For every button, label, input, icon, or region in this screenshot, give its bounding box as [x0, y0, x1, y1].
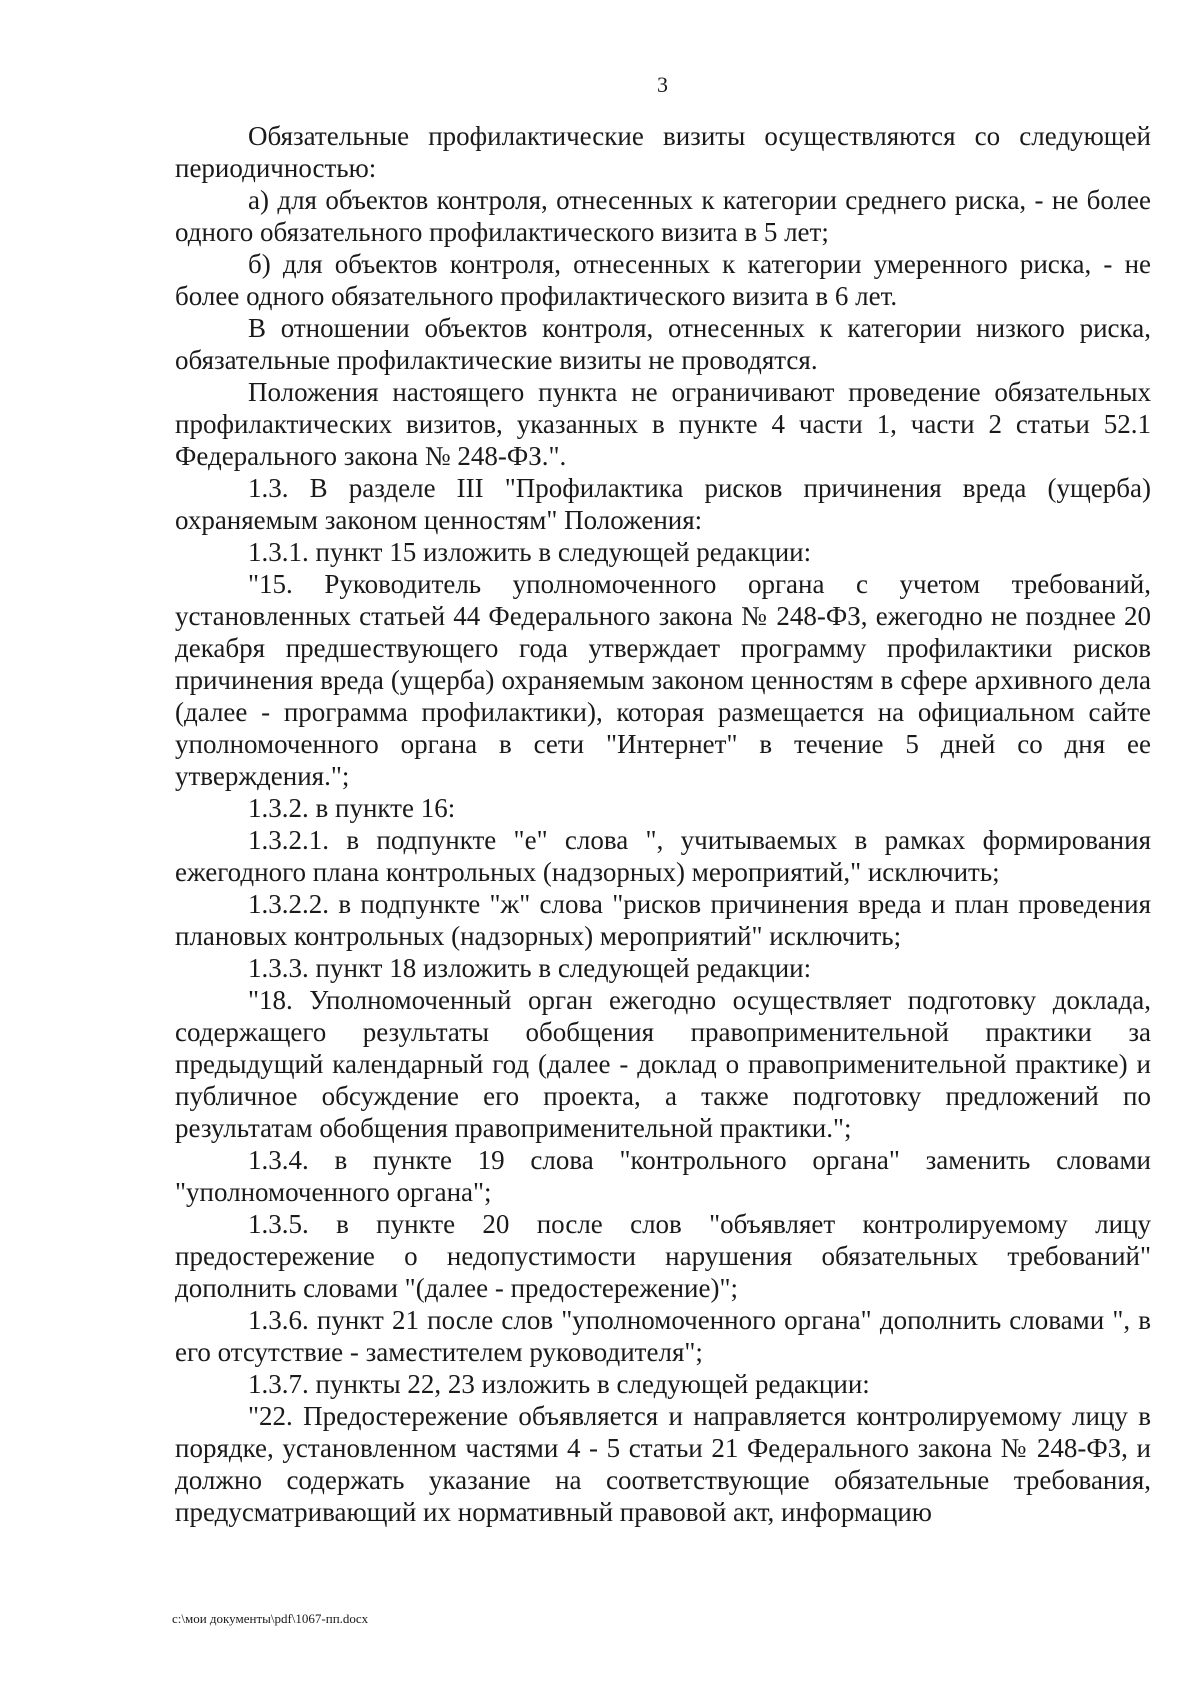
paragraph: "18. Уполномоченный орган ежегодно осуществляет подготовку доклада, содержащего результаты обобщения правоприменительной практики за предыдущий календарный год (далее - доклад о правоприменительной практике) и публичное обсуждение его проекта, а также подготовку предложений по результатам обобщения правоприменительной практики."; — [175, 985, 1151, 1143]
paragraph: 1.3.2.1. в подпункте "е" слова ", учитываемых в рамках формирования ежегодного плана контрольных (надзорных) мероприятий," исключить; — [175, 825, 1151, 887]
footer-file-path: c:\мои документы\pdf\1067-пп.docx — [172, 1611, 369, 1626]
page-number: 3 — [657, 72, 668, 97]
paragraph: 1.3.7. пункты 22, 23 изложить в следующей редакции: — [248, 1369, 870, 1399]
paragraph: б) для объектов контроля, отнесенных к категории умеренного риска, - не более одного обязательного профилактического визита в 6 лет. — [175, 249, 1151, 311]
paragraph: а) для объектов контроля, отнесенных к категории среднего риска, - не более одного обязательного профилактического визита в 5 лет; — [175, 185, 1151, 247]
paragraph: "22. Предостережение объявляется и направляется контролируемому лицу в порядке, установленном частями 4 - 5 статьи 21 Федерального закона № 248-ФЗ, и должно содержать указание на соответствующие обязательные требования, предусматривающий их нормативный правовой акт, информацию — [175, 1401, 1151, 1527]
paragraph: 1.3.2. в пункте 16: — [248, 793, 456, 823]
paragraph: 1.3. В разделе III "Профилактика рисков причинения вреда (ущерба) охраняемым законом ценностям" Положения: — [175, 473, 1151, 535]
paragraph: 1.3.5. в пункте 20 после слов "объявляет контролируемому лицу предостережение о недопустимости нарушения обязательных требований" дополнить словами "(далее - предостережение)"; — [175, 1209, 1151, 1303]
paragraph: 1.3.1. пункт 15 изложить в следующей редакции: — [248, 537, 812, 567]
paragraph: 1.3.4. в пункте 19 слова "контрольного органа" заменить словами "уполномоченного органа"; — [175, 1145, 1151, 1207]
paragraph: 1.3.3. пункт 18 изложить в следующей редакции: — [248, 953, 812, 983]
paragraph: 1.3.2.2. в подпункте "ж" слова "рисков причинения вреда и план проведения плановых контрольных (надзорных) мероприятий" исключить; — [175, 889, 1151, 951]
paragraph: Обязательные профилактические визиты осуществляются со следующей периодичностью: — [175, 121, 1151, 183]
paragraph: Положения настоящего пункта не ограничивают проведение обязательных профилактических визитов, указанных в пункте 4 части 1, части 2 статьи 52.1 Федерального закона № 248-ФЗ.". — [175, 377, 1151, 471]
document-body — [175, 120, 1151, 1528]
paragraph: В отношении объектов контроля, отнесенных к категории низкого риска, обязательные профилактические визиты не проводятся. — [175, 313, 1151, 375]
paragraph: 1.3.6. пункт 21 после слов "уполномоченного органа" дополнить словами ", в его отсутствие - заместителем руководителя"; — [175, 1305, 1151, 1367]
paragraph: "15. Руководитель уполномоченного органа с учетом требований, установленных статьей 44 Федерального закона № 248-ФЗ, ежегодно не позднее 20 декабря предшествующего года утверждает программу профилактики рисков причинения вреда (ущерба) охраняемым законом ценностям в сфере архивного дела (далее - программа профилактики), которая размещается на официальном сайте уполномоченного органа в сети "Интернет" в течение 5 дней со дня ее утверждения."; — [175, 569, 1151, 791]
